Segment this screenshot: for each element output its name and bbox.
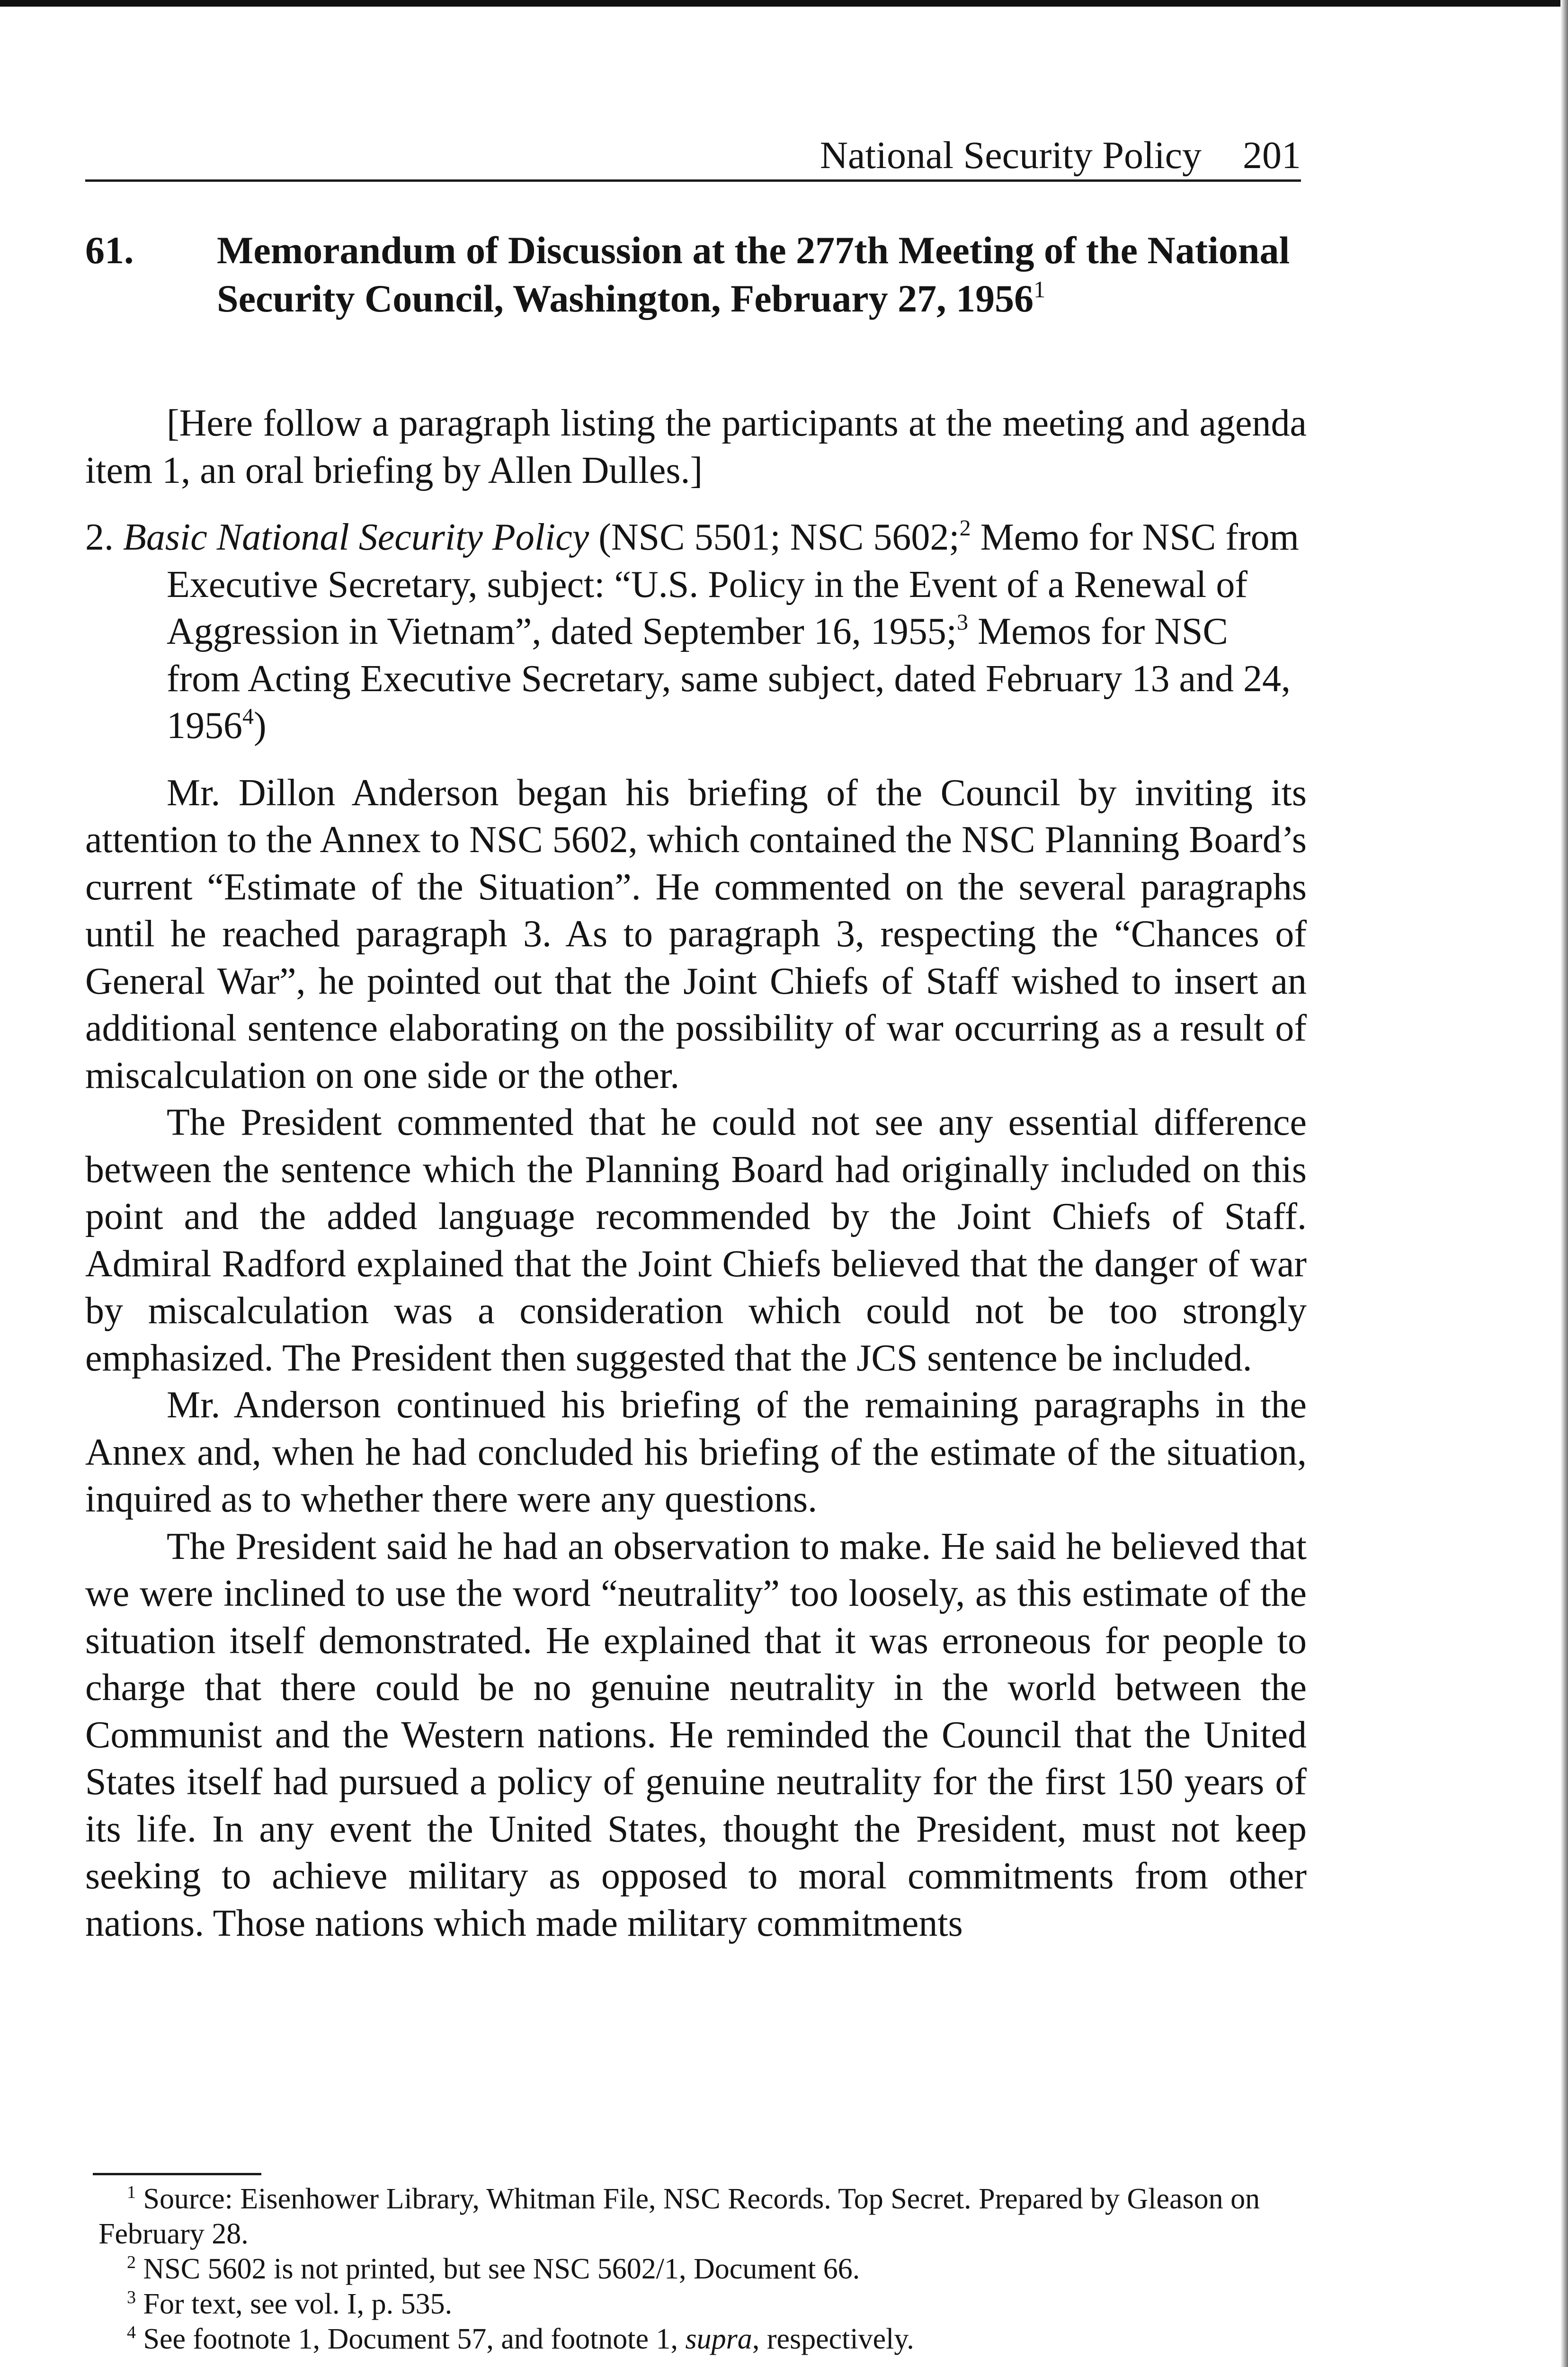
agenda-item-text: ) <box>254 705 267 747</box>
scan-top-edge <box>0 0 1568 7</box>
document-number: 61. <box>85 229 134 272</box>
footnote <box>98 2181 1310 2251</box>
footnote-marker: 2 <box>127 2252 136 2272</box>
body-text <box>85 400 1307 1947</box>
footnote-text-italic: supra <box>685 2323 752 2355</box>
footnote-marker: 4 <box>127 2323 136 2342</box>
running-head-title: National Security Policy <box>820 133 1202 177</box>
footnote-ref-1: 1 <box>1033 276 1046 303</box>
running-head <box>85 130 1301 182</box>
footnote-text: See footnote 1, Document 57, and footnote 1, <box>136 2323 686 2355</box>
footnote-divider <box>93 2173 261 2175</box>
agenda-item-text: (NSC 5501; NSC 5602; <box>598 516 960 558</box>
paragraph: The President said he had an observation to make. He said he believed that we were inclined to use the word “neutrality” too loosely, as this estimate of the situation itself demonstrated. He explained that it was erroneous for people to charge that there could be no genuine neutrality in the world between the Communist and the Western nations. He reminded the Council that the United States itself had pursued a policy of genuine neutrality for the first 150 years of its life. In any event the United States, thought the President, must not keep seeking to achieve military as opposed to moral commitments from other nations. Those nations which made military commitments <box>85 1525 1307 1944</box>
document-title <box>217 226 1306 323</box>
footnote-ref-2: 2 <box>959 516 971 541</box>
footnote-text: For text, see vol. I, p. 535. <box>136 2288 453 2320</box>
footnote-marker: 3 <box>127 2287 136 2307</box>
footnote <box>98 2251 1310 2287</box>
editorial-note: [Here follow a paragraph listing the participants at the meeting and agenda item 1, an oral briefing by Allen Dulles.] <box>85 402 1307 491</box>
scan-right-edge <box>1560 0 1568 2367</box>
footnote-text: , respectively. <box>752 2323 914 2355</box>
footnote <box>98 2287 1310 2322</box>
paragraph: Mr. Anderson continued his briefing of the remaining paragraphs in the Annex and, when he had concluded his briefing of the estimate of the situation, inquired as to whether there were any questions. <box>85 1384 1307 1520</box>
agenda-item <box>85 514 1307 750</box>
footnote <box>98 2322 1310 2357</box>
page-number: 201 <box>1243 133 1301 177</box>
footnotes <box>98 2181 1310 2357</box>
footnote-text: Source: Eisenhower Library, Whitman File, NSC Records. Top Secret. Prepared by Gleason on February 28. <box>98 2183 1260 2250</box>
paragraph: The President commented that he could not see any essential difference between the sentence which the Planning Board had originally included on this point and the added language recommended by the Joint Chiefs of Staff. Admiral Radford explained that the Joint Chiefs believed that the danger of war by miscalculation was a consideration which could not be too strongly emphasized. The President then suggested that the JCS sentence be included. <box>85 1102 1307 1379</box>
agenda-item-text: Memo for NSC from Executive Secretary, subject: “U.S. Policy in the Event of a Renewal of Aggression in Vietnam”, dated September 16, 1955; <box>167 516 1299 652</box>
footnote-marker: 1 <box>127 2182 136 2202</box>
agenda-item-title: Basic National Security Policy <box>123 516 589 558</box>
agenda-item-number: 2. <box>85 516 114 558</box>
footnote-text: NSC 5602 is not printed, but see NSC 5602/1, Document 66. <box>136 2253 860 2285</box>
footnote-ref-4: 4 <box>242 704 254 729</box>
document-title-text: Memorandum of Discussion at the 277th Meeting of the National Security Council, Washington, February 27, 1956 <box>217 229 1290 320</box>
footnote-ref-3: 3 <box>956 610 968 635</box>
paragraph: Mr. Dillon Anderson began his briefing of the Council by inviting its attention to the Annex to NSC 5602, which contained the NSC Planning Board’s current “Estimate of the Situation”. He commented on the several paragraphs until he reached paragraph 3. As to paragraph 3, respecting the “Chances of General War”, he pointed out that the Joint Chiefs of Staff wished to insert an additional sentence elaborating on the possibility of war occurring as a result of miscalculation on one side or the other. <box>85 772 1307 1096</box>
agenda-item-text: Memos for NSC from Acting Executive Secretary, same subject, dated February 13 and 24, 1956 <box>167 611 1291 747</box>
